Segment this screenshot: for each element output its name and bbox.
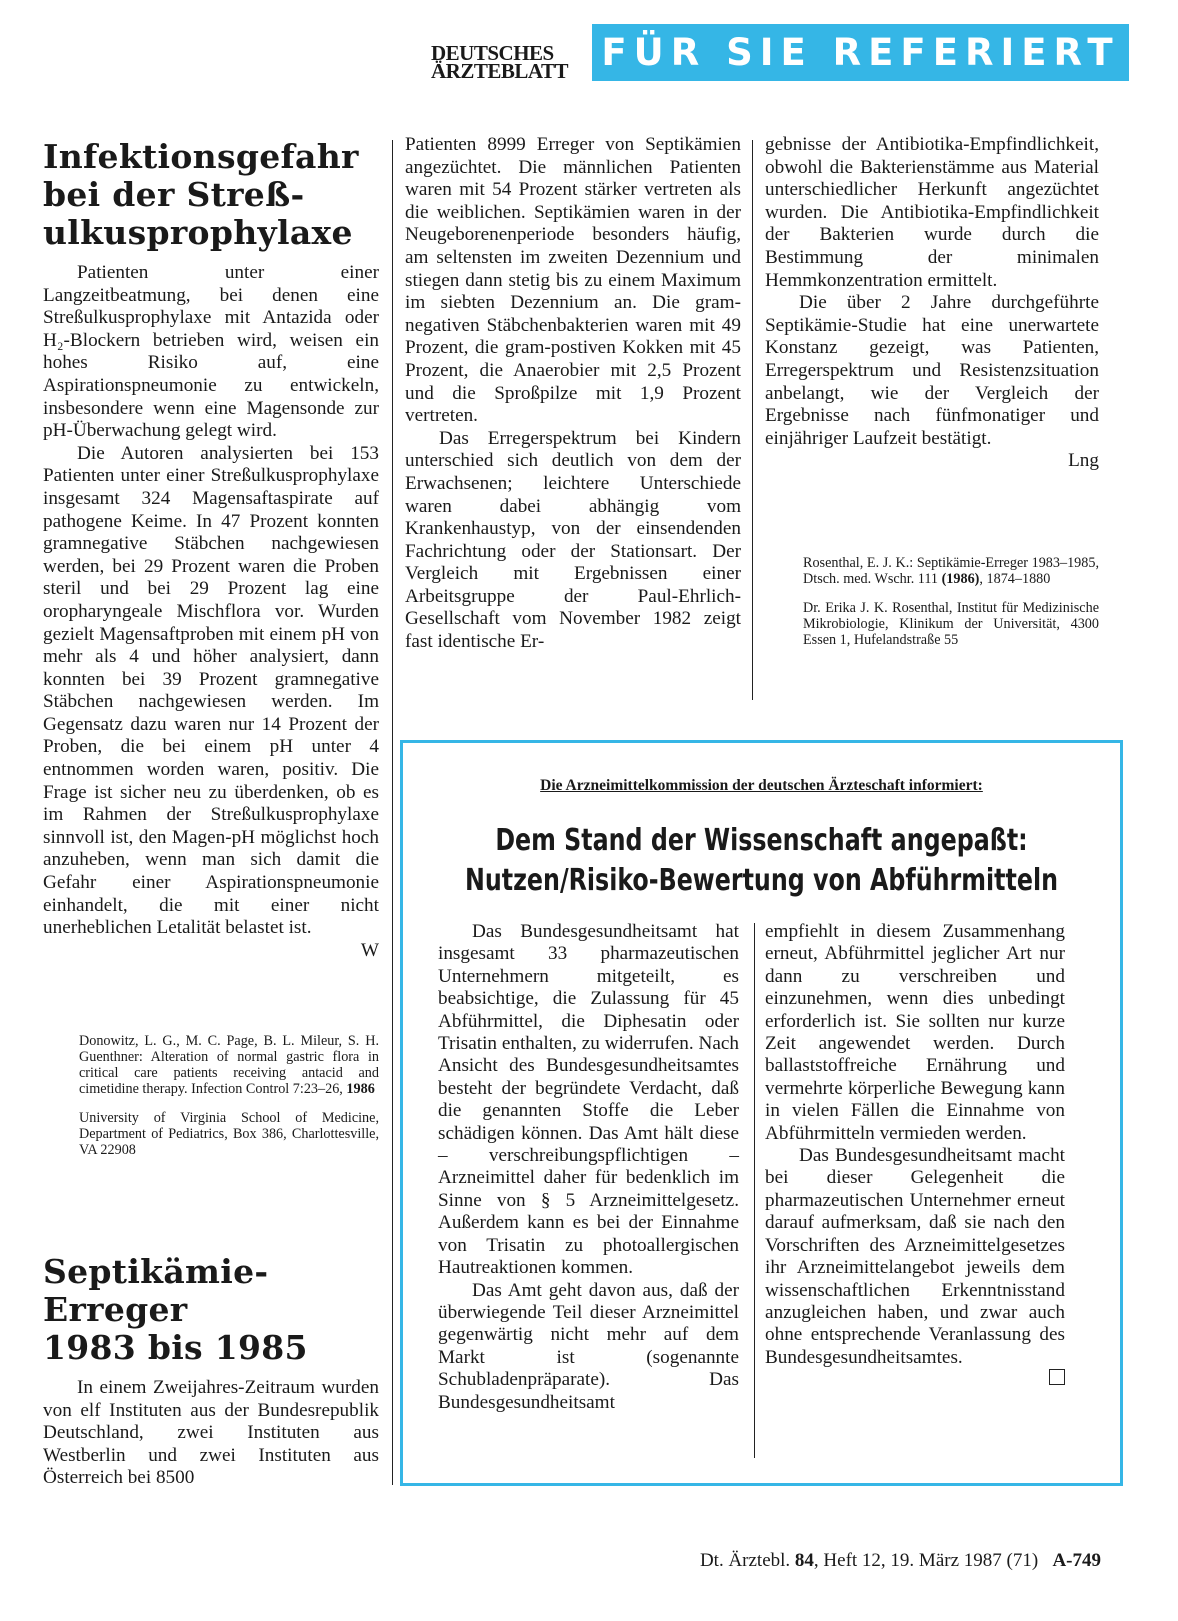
title-line: Septikämie- (43, 1252, 269, 1291)
article-2-references (803, 555, 1099, 661)
article-2-column-3 (765, 134, 1099, 473)
title-line: Infektionsgefahr (43, 137, 359, 176)
reference-citation: Donowitz, L. G., M. C. Page, B. L. Mileur, S. H. Guenthner: Alteration of normal gastric flora in critical care patients receiving antacid and cimetidine therapy. Infection Control 7:23–26, 1986 (79, 1033, 379, 1097)
end-mark-line (765, 1369, 1065, 1385)
paragraph: Das Bundesgesundheitsamt hat insgesamt 33 pharmazeutischen Unternehmern mitgeteilt, es beabsichtige, die Zulassung für 45 Abführmittel, die Diphesatin oder Trisatin enthalten, zu widerrufen. Nach Ansicht des Bundesgesundheitsamtes besteht der begründete Verdacht, daß die genannten Stoffe die Leber schädigen können. Das Amt hält diese – verschreibungspflichtigen – Arzneimittel daher für bedenklich im Sinne von § 5 Arzneimittelgesetz. Außerdem kann es bei der Einnahme von Trisatin zu photoallergischen Hautreaktionen kommen. (438, 921, 739, 1279)
title-line: ulkusprophylaxe (43, 213, 353, 252)
headline-line: Nutzen/Risiko-Bewertung von Abführmitteln (464, 863, 1059, 898)
paragraph: gebnisse der Antibiotika-Empfindlichkeit, obwohl die Bakterienstämme aus Material unterschiedlicher Herkunft angezüchtet wurden. Die Antibiotika-Empfindlichkeit der Bakterien wurde durch die Bestimmung der minimalen Hemmkonzentration ermittelt. (765, 134, 1099, 291)
article-2-signature-line (765, 450, 1099, 473)
footer-issue: , Heft 12, 19. März 1987 (71) (813, 1550, 1039, 1571)
article-1-signature-line (43, 940, 379, 963)
paragraph: Die Autoren analysierten bei 153 Patienten unter einer Streßulkusprophylaxe insgesamt 324 Magensaftaspirate auf pathogene Keime. In 47 Prozent konnten gramnegative Stäbchen nachgewiesen werden, bei 29 Prozent waren die Proben steril und bei 29 Prozent lag eine oropharyngeale Mischflora vor. Wurden gezielt Magensaftproben mit einem pH von mehr als 4 und höher analysiert, dann konnten bei 39 Prozent gramnegative Stäbchen nachgewiesen werden. Im Gegensatz dazu waren nur 14 Prozent der Proben, die bei einem pH unter 4 entnommen worden waren, positiv. Die Frage ist sicher neu zu überdenken, ob es im Rahmen der Streßulkusprophylaxe sinnvoll ist, den Magen-pH möglichst hoch anzuheben, wenn man sich damit die Gefahr einer Aspirationspneumonie einhandelt, die mit einer nicht unerheblichen Letalität belastet ist. (43, 442, 379, 939)
section-banner: FÜR SIE REFERIERT (592, 24, 1129, 81)
paragraph: Das Amt geht davon aus, daß der überwiegende Teil dieser Arzneimittel gegenwärtig nicht mehr auf dem Markt ist (sogenannte Schubladenpräparate). Das Bundesgesundheitsamt (438, 1279, 739, 1413)
paragraph: Das Erregerspektrum bei Kindern unterschied sich deutlich von dem der Erwachsenen; leichtere Unterschiede waren dabei abhängig vom Krankenhaustyp, von der einsendenden Fachrichtung oder der Stationsart. Der Vergleich mit Ergebnissen einer Arbeitsgruppe der Paul-Ehrlich-Gesellschaft vom November 1982 zeigt fast identische Er- (405, 427, 741, 653)
notice-box (400, 740, 1123, 1486)
author-address: Dr. Erika J. K. Rosenthal, Institut für Medizinische Mikrobiologie, Klinikum der Universität, 4300 Essen 1, Hufelandstraße 55 (803, 600, 1099, 648)
notice-kicker: Die Arzneimittelkommission der deutschen Ärzteschaft informiert: (540, 777, 983, 794)
title-line: 1983 bis 1985 (43, 1328, 308, 1367)
notice-column-1 (438, 921, 739, 1414)
paragraph: empfiehlt in diesem Zusammenhang erneut, Abführmittel jeglicher Art nur dann zu verschreiben und einzunehmen, wenn dies unbedingt erforderlich ist. Sie sollten nur kurze Zeit angewendet werden. Durch ballaststoffreiche Ernährung und vermehrte körperliche Bewegung kann in vielen Fällen die Einnahme von Abführmitteln vermieden werden. (765, 921, 1065, 1144)
notice-column-2 (765, 921, 1065, 1385)
author-signature: Lng (1068, 450, 1099, 472)
paragraph: Das Bundesgesundheitsamt macht bei dieser Gelegenheit die pharmazeutischen Unternehmer erneut darauf aufmerksam, daß sie nach den Vorschriften des Arzneimittelgesetzes ihr Arzneimittelangebot jeweils dem wissenschaftlichen Erkenntnisstand anzugleichen haben, und zwar auch ohne entsprechende Veranlassung des Bundesgesundheitsamtes. (765, 1145, 1065, 1368)
title-line: Erreger (43, 1290, 188, 1329)
page-number: A-749 (1052, 1550, 1101, 1571)
logo-line-1: DEUTSCHES (431, 41, 554, 65)
paragraph: Patienten 8999 Erreger von Septikämien angezüchtet. Die männlichen Patienten waren mit 54 Prozent stärker vertreten als die weiblichen. Septikämien waren in der Neugeborenenperiode besonders häufig, am seltensten im zweiten Dezennium und stiegen dann stetig bis zu einem Maximum im siebten Dezennium an. Die gram-negativen Stäbchenbakterien waren mit 49 Prozent, die gram-postiven Kokken mit 45 Prozent, die Anaerobier mit 2,5 Prozent und die Sproßpilze mit 1,9 Prozent vertreten. (405, 134, 741, 427)
column-rule (752, 140, 753, 700)
footer-journal: Dt. Ärztebl. (699, 1550, 791, 1571)
article-2-title (43, 1253, 383, 1367)
article-2-column-1 (43, 1377, 379, 1490)
article-2-column-2 (405, 134, 741, 654)
reference-year: (1986) (941, 571, 980, 587)
journal-logo (431, 41, 591, 83)
paragraph: Die über 2 Jahre durchgeführte Septikämie-Studie hat eine unerwartete Konstanz gezeigt, was Patienten, Erregerspektrum und Resistenzsituation anbelangt, wie der Vergleich der Ergebnisse nach fünfmonatiger und einjähriger Laufzeit bestätigt. (765, 292, 1099, 449)
notice-headline (446, 821, 1077, 901)
author-address: University of Virginia School of Medicine, Department of Pediatrics, Box 386, Charlottesville, VA 22908 (79, 1110, 379, 1158)
logo-line-2: ÄRZTEBLATT (431, 59, 568, 83)
article-1-references (79, 1033, 379, 1171)
title-line: bei der Streß- (43, 175, 305, 214)
article-1-title (43, 138, 383, 252)
article-1-body (43, 262, 379, 962)
end-of-article-square-icon (1049, 1369, 1065, 1385)
paragraph: Patienten unter einer Langzeitbeatmung, bei denen eine Streßulkusprophylaxe mit Antazida oder H₂-Blockern betrieben wird, weisen ein hohes Risiko auf, eine Aspirationspneumonie zu entwickeln, insbesondere wenn eine Magensonde zur pH-Überwachung gelegt wird. (43, 262, 379, 442)
column-rule (754, 923, 755, 1458)
column-rule (392, 140, 393, 1485)
paragraph: In einem Zweijahres-Zeitraum wurden von elf Instituten aus der Bundesrepublik Deutschland, zwei Instituten aus Westberlin und zwei Instituten aus Österreich bei 8500 (43, 1377, 379, 1489)
reference-citation: Rosenthal, E. J. K.: Septikämie-Erreger 1983–1985, Dtsch. med. Wschr. 111 (1986), 1874–1880 (803, 555, 1099, 587)
headline-line: Dem Stand der Wissenschaft angepaßt: (495, 823, 1028, 858)
footer-volume: 84 (794, 1550, 814, 1571)
author-signature: W (360, 939, 379, 961)
reference-year: 1986 (346, 1081, 375, 1097)
page-footer (700, 1550, 1101, 1572)
